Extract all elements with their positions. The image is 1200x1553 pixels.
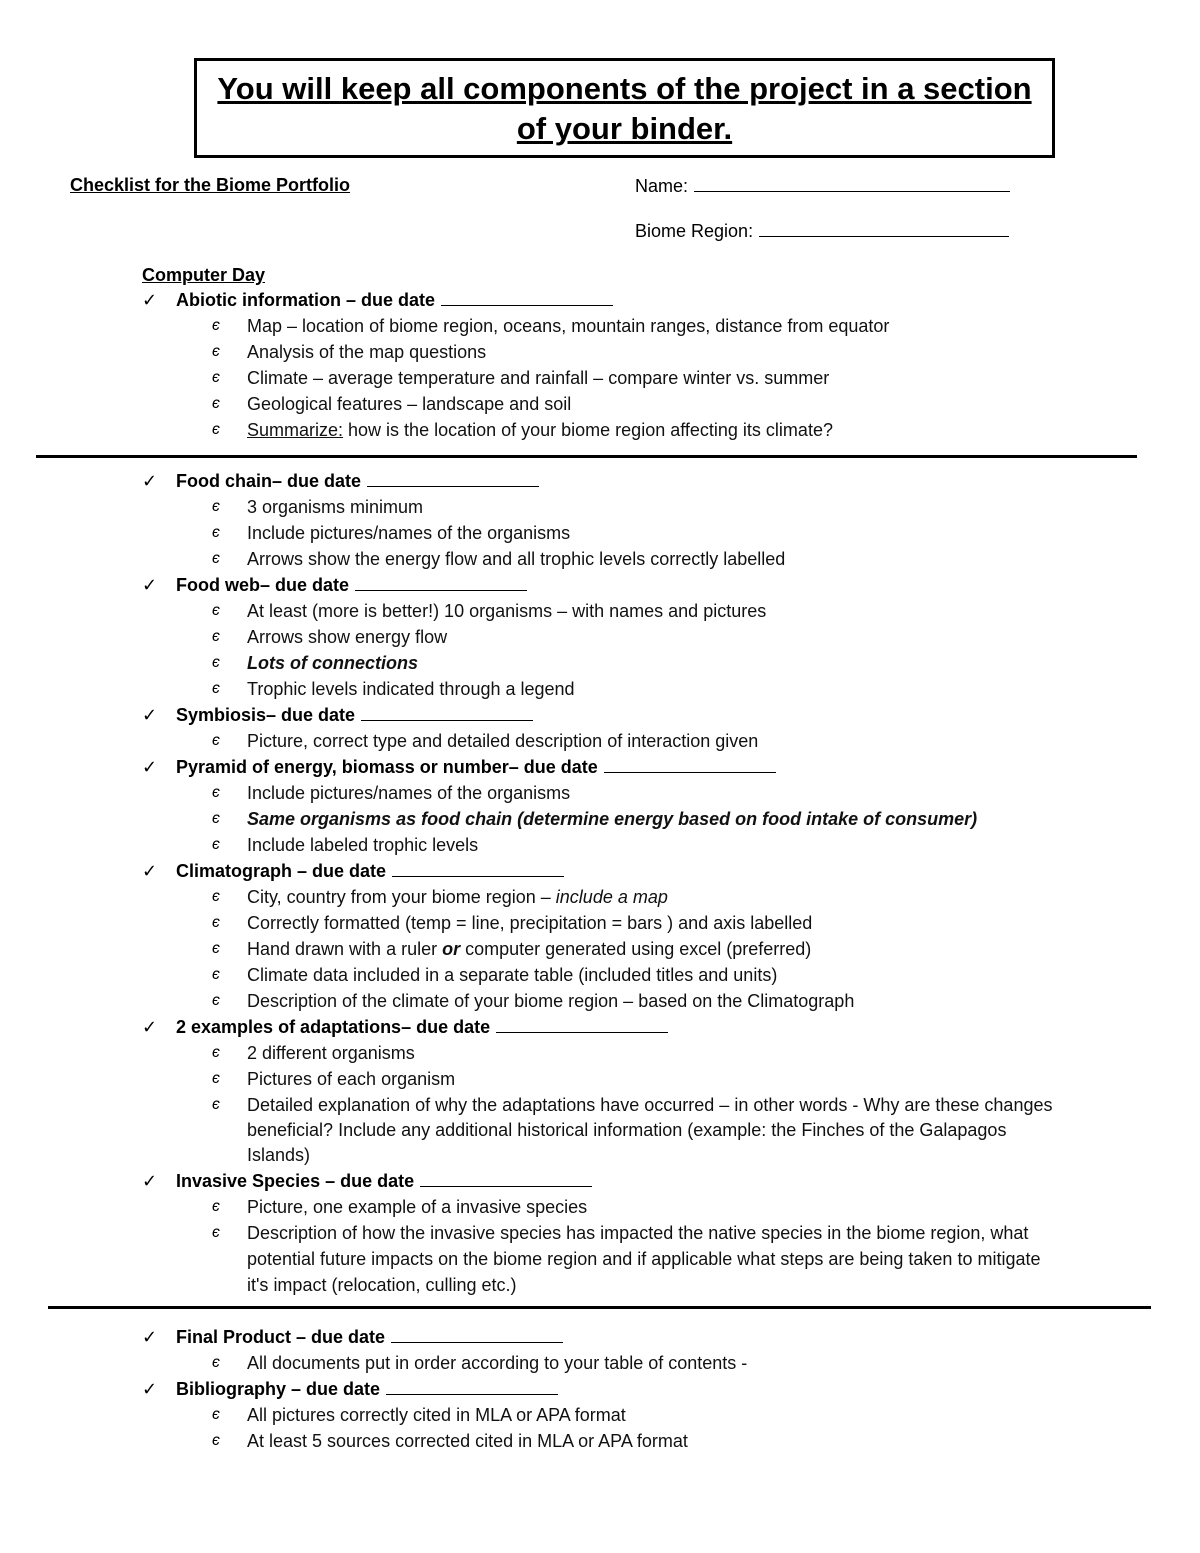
bullet-icon: є bbox=[212, 992, 220, 1009]
sub-item: Geological features – landscape and soil bbox=[247, 394, 572, 414]
sub-item: At least (more is better!) 10 organisms – with names and pictures bbox=[247, 601, 767, 621]
adaptations-item: 2 examples of adaptations– due date bbox=[176, 1014, 668, 1040]
sub-item: Trophic levels indicated through a legend bbox=[247, 679, 575, 699]
bullet-icon: є bbox=[212, 1044, 220, 1061]
food-web-item: Food web– due date bbox=[176, 572, 527, 598]
instruction-banner bbox=[194, 58, 1055, 158]
sub-item: Correctly formatted (temp = line, precipitation = bars ) and axis labelled bbox=[247, 913, 813, 933]
sub-item: Hand drawn with a ruler or computer generated using excel (preferred) bbox=[247, 939, 812, 959]
bullet-icon: є bbox=[212, 343, 220, 360]
bullet-icon: є bbox=[212, 395, 220, 412]
bullet-icon: є bbox=[212, 317, 220, 334]
sub-item: Arrows show energy flow bbox=[247, 627, 448, 647]
due-date-blank[interactable] bbox=[361, 702, 533, 721]
final-product-item: Final Product – due date bbox=[176, 1324, 563, 1350]
abiotic-item: Abiotic information – due date bbox=[176, 287, 613, 313]
due-date-blank[interactable] bbox=[604, 754, 776, 773]
check-icon: ✓ bbox=[142, 705, 158, 725]
bullet-icon: є bbox=[212, 940, 220, 957]
bullet-icon: є bbox=[212, 369, 220, 386]
summarize-item: Summarize: how is the location of your biome region affecting its climate? bbox=[247, 420, 833, 440]
bullet-icon: є bbox=[212, 966, 220, 983]
bullet-icon: є bbox=[212, 680, 220, 697]
sub-item-emphasis: Same organisms as food chain (determine energy based on food intake of consumer) bbox=[247, 809, 978, 829]
sub-item: 2 different organisms bbox=[247, 1043, 415, 1063]
bullet-icon: є bbox=[212, 914, 220, 931]
bullet-icon: є bbox=[212, 1198, 220, 1215]
bullet-icon: є bbox=[212, 836, 220, 853]
sub-item-line: potential future impacts on the biome region and if applicable what steps are being taken to mitigate bbox=[247, 1249, 1041, 1269]
sub-item-line: Islands) bbox=[247, 1145, 311, 1165]
sub-item-line: Description of how the invasive species has impacted the native species in the biome region, what bbox=[247, 1223, 1029, 1243]
bullet-icon: є bbox=[212, 421, 220, 438]
check-icon: ✓ bbox=[142, 757, 158, 777]
bullet-icon: є bbox=[212, 888, 220, 905]
sub-item: Picture, correct type and detailed description of interaction given bbox=[247, 731, 759, 751]
check-icon: ✓ bbox=[142, 861, 158, 881]
due-date-blank[interactable] bbox=[391, 1324, 563, 1343]
check-icon: ✓ bbox=[142, 471, 158, 491]
sub-item: All pictures correctly cited in MLA or APA format bbox=[247, 1405, 626, 1425]
name-field[interactable] bbox=[635, 173, 1010, 198]
section-divider bbox=[48, 1306, 1151, 1309]
sub-item: 3 organisms minimum bbox=[247, 497, 424, 517]
computer-day-heading: Computer Day bbox=[142, 265, 266, 285]
invasive-species-item: Invasive Species – due date bbox=[176, 1168, 592, 1194]
bibliography-item: Bibliography – due date bbox=[176, 1376, 558, 1402]
banner-line-1: You will keep all components of the project in a section bbox=[217, 71, 1032, 106]
biome-region-field[interactable] bbox=[635, 218, 1009, 243]
check-icon: ✓ bbox=[142, 1379, 158, 1399]
bullet-icon: є bbox=[212, 1070, 220, 1087]
sub-item-line: it's impact (relocation, culling etc.) bbox=[247, 1275, 517, 1295]
due-date-blank[interactable] bbox=[386, 1376, 558, 1395]
banner-line-2: of your binder. bbox=[516, 111, 733, 146]
sub-item: Picture, one example of a invasive species bbox=[247, 1197, 588, 1217]
bullet-icon: є bbox=[212, 1432, 220, 1449]
name-label: Name: bbox=[635, 176, 689, 196]
sub-item: All documents put in order according to your table of contents - bbox=[247, 1353, 748, 1373]
sub-item: At least 5 sources corrected cited in MLA or APA format bbox=[247, 1431, 688, 1451]
sub-item: Analysis of the map questions bbox=[247, 342, 487, 362]
bullet-icon: є bbox=[212, 1224, 220, 1241]
sub-item: Arrows show the energy flow and all trophic levels correctly labelled bbox=[247, 549, 786, 569]
due-date-blank[interactable] bbox=[355, 572, 527, 591]
due-date-blank[interactable] bbox=[496, 1014, 668, 1033]
sub-item-line: Detailed explanation of why the adaptations have occurred – in other words - Why are these changes bbox=[247, 1095, 1053, 1115]
section-divider bbox=[36, 455, 1137, 458]
bullet-icon: є bbox=[212, 1354, 220, 1371]
name-blank-line[interactable] bbox=[694, 173, 1010, 192]
symbiosis-item: Symbiosis– due date bbox=[176, 702, 533, 728]
sub-item: Climate data included in a separate table (included titles and units) bbox=[247, 965, 778, 985]
bullet-icon: є bbox=[212, 524, 220, 541]
sub-item: Map – location of biome region, oceans, mountain ranges, distance from equator bbox=[247, 316, 890, 336]
bullet-icon: є bbox=[212, 602, 220, 619]
bullet-icon: є bbox=[212, 1406, 220, 1423]
climatograph-item: Climatograph – due date bbox=[176, 858, 564, 884]
due-date-blank[interactable] bbox=[441, 287, 613, 306]
check-icon: ✓ bbox=[142, 1327, 158, 1347]
bullet-icon: є bbox=[212, 1096, 220, 1113]
bullet-icon: є bbox=[212, 732, 220, 749]
biome-region-blank-line[interactable] bbox=[759, 218, 1009, 237]
sub-item: Description of the climate of your biome region – based on the Climatograph bbox=[247, 991, 855, 1011]
checklist-title: Checklist for the Biome Portfolio bbox=[70, 175, 351, 195]
check-icon: ✓ bbox=[142, 290, 158, 310]
pyramid-item: Pyramid of energy, biomass or number– due date bbox=[176, 754, 776, 780]
biome-region-label: Biome Region: bbox=[635, 221, 754, 241]
sub-item-line: beneficial? Include any additional historical information (example: the Finches of the Galapagos bbox=[247, 1120, 1007, 1140]
sub-item-emphasis: Lots of connections bbox=[247, 653, 418, 673]
sub-item: Include pictures/names of the organisms bbox=[247, 783, 571, 803]
due-date-blank[interactable] bbox=[392, 858, 564, 877]
sub-item: Pictures of each organism bbox=[247, 1069, 456, 1089]
due-date-blank[interactable] bbox=[367, 468, 539, 487]
bullet-icon: є bbox=[212, 628, 220, 645]
sub-item: Include pictures/names of the organisms bbox=[247, 523, 571, 543]
due-date-blank[interactable] bbox=[420, 1168, 592, 1187]
sub-item: City, country from your biome region – include a map bbox=[247, 887, 668, 907]
sub-item: Climate – average temperature and rainfall – compare winter vs. summer bbox=[247, 368, 830, 388]
bullet-icon: є bbox=[212, 810, 220, 827]
sub-item: Include labeled trophic levels bbox=[247, 835, 479, 855]
bullet-icon: є bbox=[212, 498, 220, 515]
check-icon: ✓ bbox=[142, 575, 158, 595]
bullet-icon: є bbox=[212, 550, 220, 567]
check-icon: ✓ bbox=[142, 1017, 158, 1037]
check-icon: ✓ bbox=[142, 1171, 158, 1191]
bullet-icon: є bbox=[212, 654, 220, 671]
bullet-icon: є bbox=[212, 784, 220, 801]
food-chain-item: Food chain– due date bbox=[176, 468, 539, 494]
